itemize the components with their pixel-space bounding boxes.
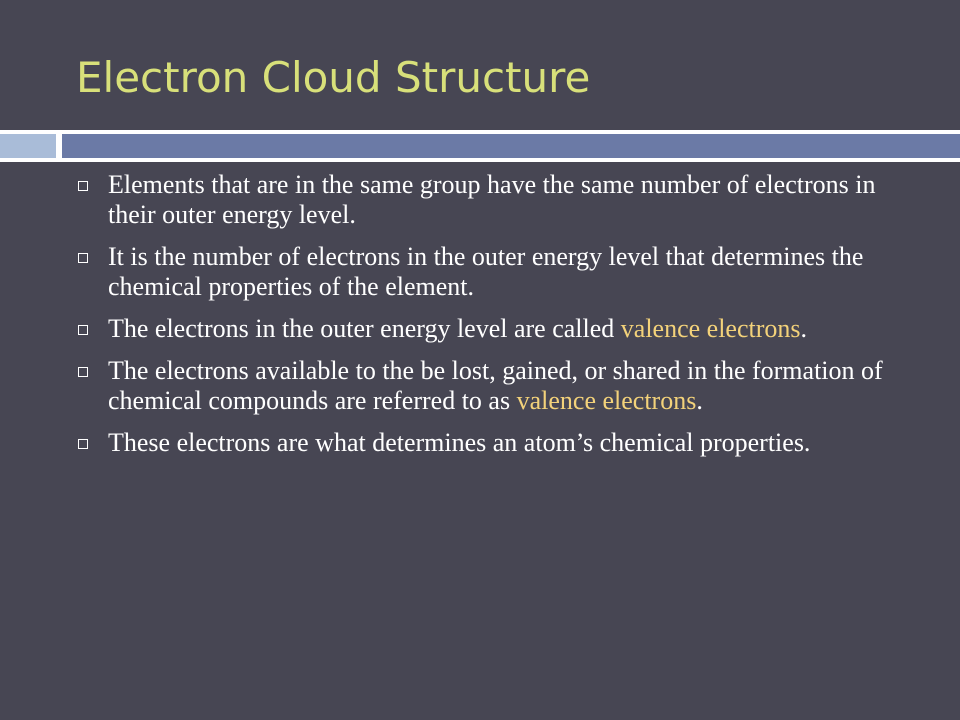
bullet-item	[76, 356, 906, 416]
bullet-text: These electrons are what determines an atom’s chemical properties.	[108, 428, 811, 457]
valence-electrons-highlight: valence electrons	[620, 314, 801, 343]
bullet-text: It is the number of electrons in the outer energy level that determines the chemical properties of the element.	[108, 242, 864, 301]
square-bullet-icon	[78, 181, 88, 191]
square-bullet-icon	[78, 253, 88, 263]
square-bullet-icon	[78, 439, 88, 449]
bullet-item	[76, 242, 906, 302]
square-bullet-icon	[78, 325, 88, 335]
slide-title: Electron Cloud Structure	[76, 53, 591, 102]
bullet-text: The electrons in the outer energy level are called	[108, 314, 621, 343]
square-bullet-icon	[78, 367, 88, 377]
valence-electrons-highlight: valence electrons	[516, 386, 697, 415]
bullet-text: Elements that are in the same group have the same number of electrons in their outer energy level.	[108, 170, 876, 229]
bullet-item	[76, 428, 906, 458]
bullet-list	[76, 170, 906, 470]
bullet-text: The electrons available to the be lost, gained, or shared in the formation of chemical compounds are referred to as	[108, 356, 883, 415]
title-divider-left-segment	[0, 134, 56, 158]
bullet-text-end: .	[696, 386, 703, 415]
title-divider-right-segment	[62, 134, 960, 158]
bullet-item	[76, 170, 906, 230]
bullet-item	[76, 314, 906, 344]
bullet-text-end: .	[800, 314, 808, 343]
